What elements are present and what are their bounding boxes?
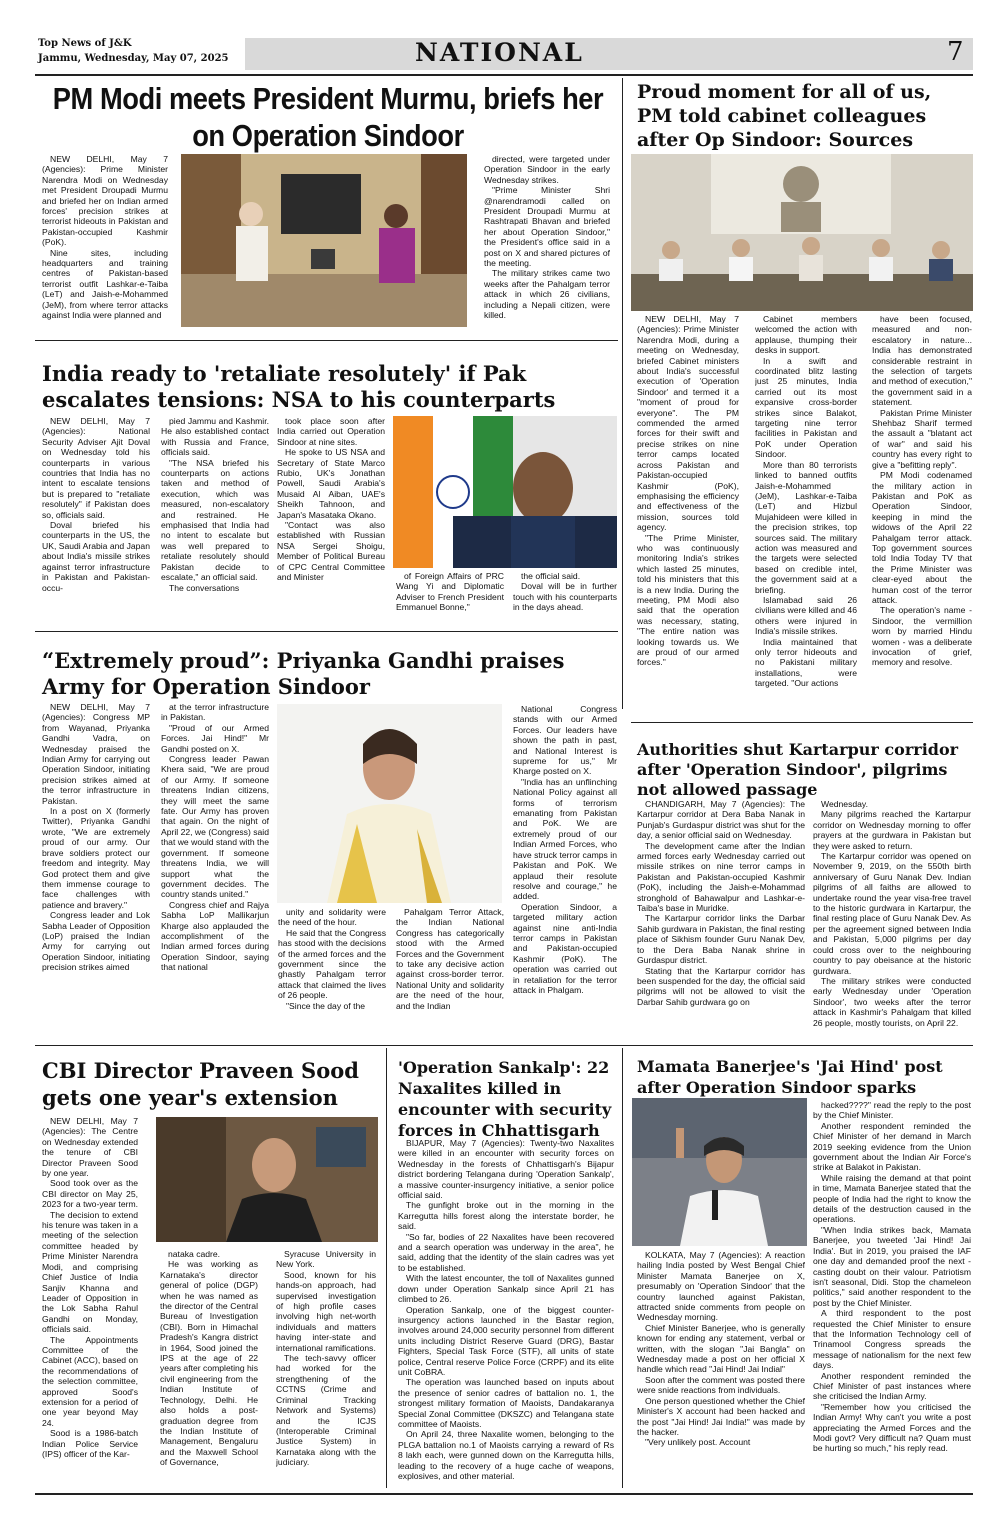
vertical-divider-bottom-1 [386, 1048, 387, 1488]
story4-para: Congress leader Pawan Khera said, "We are proud of our Army. If someone threatens Indian citizens, they will meet the same fate. Our Army has proven that again. On the night of April 22, we (Congress) said that we would stand with the government. If someone threatens India, we will support what the government decides. The country stands united." [161, 754, 269, 900]
story5-para: Stating that the Kartarpur corridor has been suspended for the day, the official said pilgrims will not be allowed to visit the Darbar Sahib gurdwara go on [637, 965, 805, 1007]
story7-para: BIJAPUR, May 7 (Agencies): Twenty-two Naxalites were killed in an encounter with security forces on Wednesday in the forests of Chhattisgarh's Bijapur district bordering Telangana during 'Operation Sankalp', a massive counter-insurgency initiative, a senior police official said. [398, 1138, 614, 1201]
divider-story2-5 [631, 722, 973, 723]
story3-col5 [513, 571, 617, 621]
story7-col1 [398, 1138, 614, 1490]
story4-para: National Congress stands with our Armed Forces. Our leaders have shown the path in past, and National Interest is supreme for us," Mr Kharge posted on X. [513, 704, 617, 777]
story5-para: CHANDIGARH, May 7 (Agencies): The Kartarpur corridor at Dera Baba Nanak in Punjab's Gurdaspur district was shut for the day, a senior official said on Wednesday. [637, 799, 805, 841]
story4-para: Congress leader and Lok Sabha Leader of Opposition (LoP) praised the Indian Army for carrying out Operation Sindoor, initiating precision strikes aimed [42, 910, 150, 973]
story6-col3 [276, 1249, 376, 1491]
story2-para: NEW DELHI, May 7 (Agencies): Prime Minister Narendra Modi, during a meeting on Wednesday, briefed Cabinet ministers about India's successful execution of 'Operation Sindoor' and termed it a "moment of proud for everyone". The PM commended the armed forces for their swift and precise strikes on nine terror camps located across Pakistan and Pakistan-occupied Kashmir (PoK), emphasising the efficiency and effectiveness of the mission, sources told agency. [637, 314, 739, 533]
story2-para: More than 80 terrorists linked to banned outfits Jaish-e-Mohammed (JeM), Lashkar-e-Taiba (LeT) and Hizbul Mujahideen were killed in the precision strikes, top sources said. The military action was measured and the targets were selected based on credible intel, the government said at a briefing. [755, 459, 857, 595]
story6-col1 [42, 1116, 138, 1491]
story4-para: He said that the Congress has stood with the decisions of the armed forces and the government since the ghastly Pahalgam terror attack that claimed the lives of 26 people. [278, 927, 386, 1001]
story3-para: pied Jammu and Kashmir. He also established contact with Russia and France, officials said. [161, 416, 269, 458]
vertical-divider-bottom-2 [622, 1048, 623, 1488]
vertical-divider [622, 78, 623, 709]
story8-para: "When India strikes back, Mamata Banerjee, you tweeted 'Jai Hind! Jai India'. But in 2019, you praised the IAF one day and demanded proof the next - casting doubt on their valour. Patriotism isn't seasonal, Didi. Stop the chameleon politics," said another respondent to the post by the Chief Minister. [813, 1224, 971, 1308]
story7-para: Operation Sankalp, one of the biggest counter-insurgency actions launched in the Bastar region, involves around 24,000 security personnel from different units including District Reserve Guard (DRG), Bastar Fighters, Special Task Force (STF), all units of state police, Central reserve Police Force (CRPF) and its elite unit CoBRA. [398, 1304, 614, 1377]
story8-para: Another respondent reminded the Chief Minister of her demand in March 2019 seeking evidence from the Union government about the Indian Air Force's strike at Balakot in Pakistan. [813, 1120, 971, 1173]
story2-para: India maintained that only terror hideouts and no Pakistani military installations, were targeted. "Our actions [755, 636, 857, 689]
story5-headline: Authorities shut Kartarpur corridor after 'Operation Sindoor', pilgrims not allowed passage [637, 740, 959, 799]
story7-para: "So far, bodies of 22 Naxalites have been recovered and a search operation was underway in the area", he said, adding that the identity of the slain cadres was yet to be established. [398, 1231, 614, 1273]
story6-para: Sood is a 1986-batch Indian Police Service (IPS) officer of the Kar- [42, 1428, 138, 1459]
story8-para: One person questioned whether the Chief Minister's X account had been hacked and the post "Jai Hind! Jai India!" was made by the hacker. [637, 1395, 805, 1437]
story8-headline: Mamata Banerjee's 'Jai Hind' post after Operation Sindoor sparks [637, 1057, 943, 1097]
story6-photo [156, 1117, 378, 1242]
story5-col2 [813, 799, 971, 1032]
story5-para: The Kartarpur corridor links the Darbar Sahib gurdwara in Pakistan, the final resting place of Sikhism founder Guru Nanak Dev, to the Dera Baba Nanak shrine in Gurdaspur district. [637, 913, 805, 966]
story1-para: The military strikes came two weeks after the Pahalgam terror attack in which 26 civilians, including a Nepali citizen, were killed. [484, 268, 610, 321]
story4-para: unity and solidarity were the need of the hour. [278, 907, 386, 928]
section-banner [245, 38, 973, 70]
story4-para: "Proud of our Armed Forces. Jai Hind!" Mr Gandhi posted on X. [161, 722, 269, 754]
story2-col2 [755, 314, 857, 706]
story8-para: A third respondent to the post requested the Chief Minister to ensure that the Information Technology cell of Trinamool Congress spreads the message of nationalism for the next few days. [813, 1308, 971, 1371]
story5-para: The development came after the Indian armed forces early Wednesday carried out missile strikes on nine terror camps in Pakistan and Pakistan-occupied Kashmir (PoK), including the Jaish-e-Mohammad stronghold of Bahawalpur and Lashkar-e-Taiba's base in Muridke. [637, 840, 805, 914]
story2-para: have been focused, measured and non-escalatory in nature... India has demonstrated considerable restraint in the selection of targets and method of execution," the government said in a statement. [872, 314, 972, 408]
story4-para: Pahalgam Terror Attack, the Indian National Congress has categorically stood with the Armed Forces and the Government to take any decisive action against cross-border terror. National Unity and solidarity are the need of the hour, and the Indian [396, 907, 504, 1011]
story3-para: Doval will be in further touch with his counterparts in the days ahead. [513, 581, 617, 613]
story4-para: Operation Sindoor, a targeted military action against nine anti-India terror camps in Pakistan and Pakistan-occupied Kashmir (PoK). The operation was carried out in retaliation for the terror attack in Phalgam. [513, 901, 617, 995]
story6-para: He was working as Karnataka's director general of police (DGP) when he was named as the director of the Central Bureau of Investigation (CBI). Born in Himachal Pradesh's Kangra district in 1964, Sood joined the IPS at the age of 22 years after completing his civil engineering from the Indian Institute of Technology, Delhi. He also holds a post-graduation degree from the Indian Institute of Management, Bengaluru and the Maxwell School of Governance, [160, 1259, 258, 1468]
story1-para: Nine sites, including headquarters and training centres of Pakistan-based terrorist outfit Lashkar-e-Taiba (LeT) and Jaish-e-Mohammed (JeM), from where terror attacks against India were planned and [42, 247, 168, 321]
story6-para: Sood took over as the CBI director on May 25, 2023 for a two-year term. [42, 1178, 138, 1210]
story5-col1 [637, 799, 805, 1032]
story1-para: directed, were targeted under Operation Sindoor in the early Wednesday strikes. [484, 154, 610, 185]
story8-para: Soon after the comment was posted there were snide reactions from individuals. [637, 1374, 805, 1396]
story4-para: "India has an unflinching National Policy against all forms of terrorism emanating from Pakistan and PoK. We are extremely proud of our Indian Armed Forces, who have struck terror camps in Pakistan and PoK. We applaud their resolute resolve and courage," he added. [513, 776, 617, 902]
divider-bottom-section [35, 1045, 973, 1046]
story4-photo [277, 704, 502, 903]
dateline: Jammu, Wednesday, May 07, 2025 [38, 53, 229, 64]
story2-para: Pakistan Prime Minister Shehbaz Sharif termed the assault a "blatant act of war" and said his country has every right to give a "befitting reply". [872, 407, 972, 470]
story3-photo [393, 416, 617, 568]
story2-photo [631, 154, 973, 311]
divider-story1-3 [35, 340, 618, 341]
story6-para: Syracuse University in New York. [276, 1249, 376, 1270]
story4-col3 [278, 907, 386, 1032]
story4-headline: “Extremely proud”: Priyanka Gandhi praises Army for Operation Sindoor [42, 648, 565, 699]
story3-para: "Contact was also established with Russian NSA Sergei Shoigu, Member of Political Bureau of CPC Central Committee and Minister [277, 520, 385, 583]
divider-story3-4 [35, 631, 618, 632]
story4-col1 [42, 702, 150, 1032]
story3-col2 [161, 416, 269, 616]
story3-headline: India ready to 'retaliate resolutely' if Pak escalates tensions: NSA to his counterparts [42, 361, 556, 412]
story3-para: took place soon after India carried out Operation Sindoor at nine sites. [277, 416, 385, 447]
story8-para: KOLKATA, May 7 (Agencies): A reaction hailing India posted by West Bengal Chief Minister Mamata Banerjee on X, presumably on 'Operation Sindoor' that the country launched against Pakistan, attracted snide comments from people on Wednesday morning. [637, 1250, 805, 1323]
story4-para: "Since the day of the [286, 1000, 366, 1011]
story3-para: He spoke to US NSA and Secretary of State Marco Rubio, UK's Jonathan Powell, Saudi Arabia's Musaid Al Aiban, UAE's Sheikh Tahnoon, and Japan's Masataka Okano. [277, 447, 385, 520]
story4-col4 [396, 907, 504, 1032]
story6-para: nataka cadre. [168, 1249, 221, 1259]
story1-para: NEW DELHI, May 7 (Agencies): Prime Minister Narendra Modi on Wednesday met President Droupadi Murmu and briefed her on Indian armed forces' precision strikes at terrorist hideouts in Pakistan and Pakistan-occupied Kashmir (PoK). [42, 154, 168, 248]
story8-col1 [637, 1250, 805, 1490]
story3-col4 [396, 571, 504, 621]
story8-col2 [813, 1100, 971, 1490]
page-number: 7 [947, 37, 964, 67]
story8-para: hacked????" read the reply to the post by the Chief Minister. [813, 1100, 971, 1121]
story8-para: While raising the demand at that point in time, Mamata Banerjee stated that the people of India had the right to know the details of the destruction caused in the operations. [813, 1172, 971, 1225]
footer-rule [35, 1493, 973, 1495]
story2-col1 [637, 314, 739, 706]
story3-para: the official said. [521, 571, 581, 581]
story6-para: Sood, known for his hands-on approach, had supervised investigation of high profile cases involving high net-worth individuals and matters having inter-state and international ramifications. [276, 1269, 376, 1353]
story7-para: On April 24, three Naxalite women, belonging to the PLGA battalion no.1 of Maoists carrying a reward of Rs 8 lakh each, were gunned down on the Karregutta hills, leading to the recovery of a huge cache of weapons, explosives, and other material. [398, 1429, 614, 1481]
story4-col5 [513, 704, 617, 1032]
section-title: NATIONAL [415, 38, 584, 67]
story3-para: The conversations [169, 582, 240, 593]
story4-para: NEW DELHI, May 7 (Agencies): Congress MP from Wayanad, Priyanka Gandhi Vadra, on Wednesday praised the Indian Army for carrying out Operation Sindoor, initiating precision strikes aimed at the terror infrastructure in Pakistan. [42, 702, 150, 806]
story2-para: PM Modi codenamed the military action in Pakistan and PoK as Operation Sindoor, keeping in mind the widows of the April 22 Pahalgam terror attack. Top government sources told India Today TV that the Prime Minister was clear-eyed about the human cost of the terror attack. [872, 470, 972, 605]
story6-para: NEW DELHI, May 7 (Agencies): The Centre on Wednesday extended the tenure of CBI Director Praveen Sood by one year. [42, 1116, 138, 1179]
story3-para: of Foreign Affairs of PRC Wang Yi and Diplomatic Adviser to French President Emmanuel Bonne," [396, 571, 504, 613]
story3-para: "The NSA briefed his counterparts on actions taken and method of execution, which was measured, non-escalatory and restrained. He emphasised that India had no intent to escalate but was well prepared to retaliate resolutely should Pakistan decide to escalate," an official said. [161, 457, 269, 583]
story6-headline: CBI Director Praveen Sood gets one year's extension [42, 1058, 359, 1110]
story3-para: NEW DELHI, May 7 (Agencies): National Security Adviser Ajit Doval on Wednesday told his counterparts in various countries that India has no intent to escalate tensions but is prepared to "retaliate resolutely" if Pakistan does so, officials said. [42, 416, 150, 520]
story2-para: In a swift and coordinated blitz lasting just 25 minutes, India carried out its most expansive cross-border strikes since Balakot, targeting nine terror facilities in Pakistan and PoK under Operation Sindoor. [755, 355, 857, 460]
story2-para: "The Prime Minister, who was continuously monitoring India's strikes which lasted 25 minutes, told his ministers that this is a new India. During the meeting, PM Modi also said that the operation was necessary, stating, "The entire nation was looking towards us. We are proud of our armed forces." [637, 532, 739, 668]
masthead-rule [35, 74, 973, 76]
story8-para: "Remember how you criticised the Indian Army! Why can't you write a post appreciating the Armed Forces and the Modi govt? Very difficult na? Quam must be hurting so much," his reply read. [813, 1401, 971, 1454]
story7-para: The gunfight broke out in the morning in the Karregutta hills forest along the interstate border, he said. [398, 1200, 614, 1232]
story4-col2 [161, 702, 269, 1032]
story4-para: In a post on X (formerly Twitter), Priyanka Gandhi wrote, "We are extremely proud of our army. Our brave soldiers protect our freedom and integrity. May God protect them and give them immense courage to face challenges with patience and bravery." [42, 806, 150, 910]
story7-headline: 'Operation Sankalp': 22 Naxalites killed in encounter with security forces in Chhattisgarh [398, 1058, 612, 1140]
story7-para: With the latest encounter, the toll of Naxalites gunned down under Operation Sankalp since April 21 has climbed to 26. [398, 1273, 614, 1305]
story1-photo [181, 154, 467, 327]
story2-para: The operation's name - Sindoor, the vermillion worn by married Hindu women - was a deliberate invocation of grief, memory and resolve. [872, 605, 972, 668]
story6-col2 [160, 1249, 258, 1491]
story8-para: Chief Minister Banerjee, who is generally known for ending any statement, verbal or written, with the slogan "Jai Bangla" on Wednesday made a post on her official X handle which read "Jai Hind! Jai Indial" [637, 1322, 805, 1375]
story3-col1 [42, 416, 150, 616]
story5-para: The Kartarpur corridor was opened on November 9, 2019, on the 550th birth anniversary of Guru Nanak Dev. Indian pilgrims of all faiths are allowed to undertake round the year visa-free travel to the historic gurdwara in Kartarpur, the final resting place of Guru Nanak Dev. As per the agreement signed between India and Pakistan, 5,000 pilgrims per day could cross over to the neighbouring country to pay obeisance at the historic gurdwara. [813, 851, 971, 976]
story5-para: The military strikes were conducted early Wednesday under 'Operation Sindoor', two weeks after the terror attack in Kashmir's Pahalgam that killed 26 people, mostly tourists, on April 22. [813, 975, 971, 1028]
story4-para: Congress chief and Rajya Sabha LoP Mallikarjun Kharge also applauded the accomplishment of the Indian armed forces during Operation Sindoor, saying that national [161, 899, 269, 973]
story2-col3 [872, 314, 972, 706]
story8-photo [632, 1098, 807, 1246]
story6-para: The Appointments Committee of the Cabinet (ACC), based on the recommendations of the selection committee, approved Sood's extension for a period of one year beyond May 24. [42, 1334, 138, 1428]
story1-para: "Prime Minister Shri @narendramodi called on President Droupadi Murmu at Rashtrapati Bhavan and briefed her about Operation Sindoor," the President's office said in a post on X and shared pictures of the meeting. [484, 185, 610, 269]
story2-para: Islamabad said 26 civilians were killed and 46 others were injured in India's missile strikes. [755, 594, 857, 637]
story8-para: "Very unlikely post. Account [645, 1437, 751, 1448]
story1-headline: PM Modi meets President Murmu, briefs her on Operation Sindoor [52, 81, 604, 153]
story3-para: Doval briefed his counterparts in the US, the UK, Saudi Arabia and Japan about India's missile strikes against terror infrastructure in Pakistan and Pakistan-occu- [42, 520, 150, 593]
masthead [35, 36, 973, 74]
story8-para: Another respondent reminded the Chief Minister of past instances where she criticised the Indian Army. [813, 1370, 971, 1402]
story6-para: The tech-savvy officer had worked for the strengthening of the CCTNS (Crime and Criminal Tracking Network and Systems) and the ICJS (Interoperable Criminal Justice System) in Karnataka along with the judiciary. [276, 1353, 376, 1468]
story4-para: at the terror infrastructure in Pakistan. [161, 702, 269, 723]
story7-para: The operation was launched based on inputs about the presence of senior cadres of battalion no. 1, the strongest military formation of Maoists, Dandakaranya Special Zonal Committee (DKSZC) and Telangana state committee of Maoists. [398, 1377, 614, 1429]
story2-para: Cabinet members welcomed the action with applause, thumping their desks in support. [755, 314, 857, 356]
story5-para: Wednesday. [821, 799, 868, 809]
story3-col3 [277, 416, 385, 616]
story1-col1 [42, 154, 168, 332]
story5-para: Many pilgrims reached the Kartarpur corridor on Wednesday morning to offer prayers at the gurdwara in Pakistan but they were asked to return. [813, 809, 971, 851]
paper-name: Top News of J&K [38, 38, 132, 49]
story1-col3 [484, 154, 610, 332]
story2-headline: Proud moment for all of us, PM told cabinet colleagues after Op Sindoor: Sources [637, 81, 932, 151]
story6-para: The decision to extend his tenure was taken in a meeting of the selection committee headed by Prime Minister Narendra Modi, and comprising Chief Justice of India Sanjiv Khanna and Leader of Opposition in the Lok Sabha Rahul Gandhi on Monday, officials said. [42, 1209, 138, 1335]
